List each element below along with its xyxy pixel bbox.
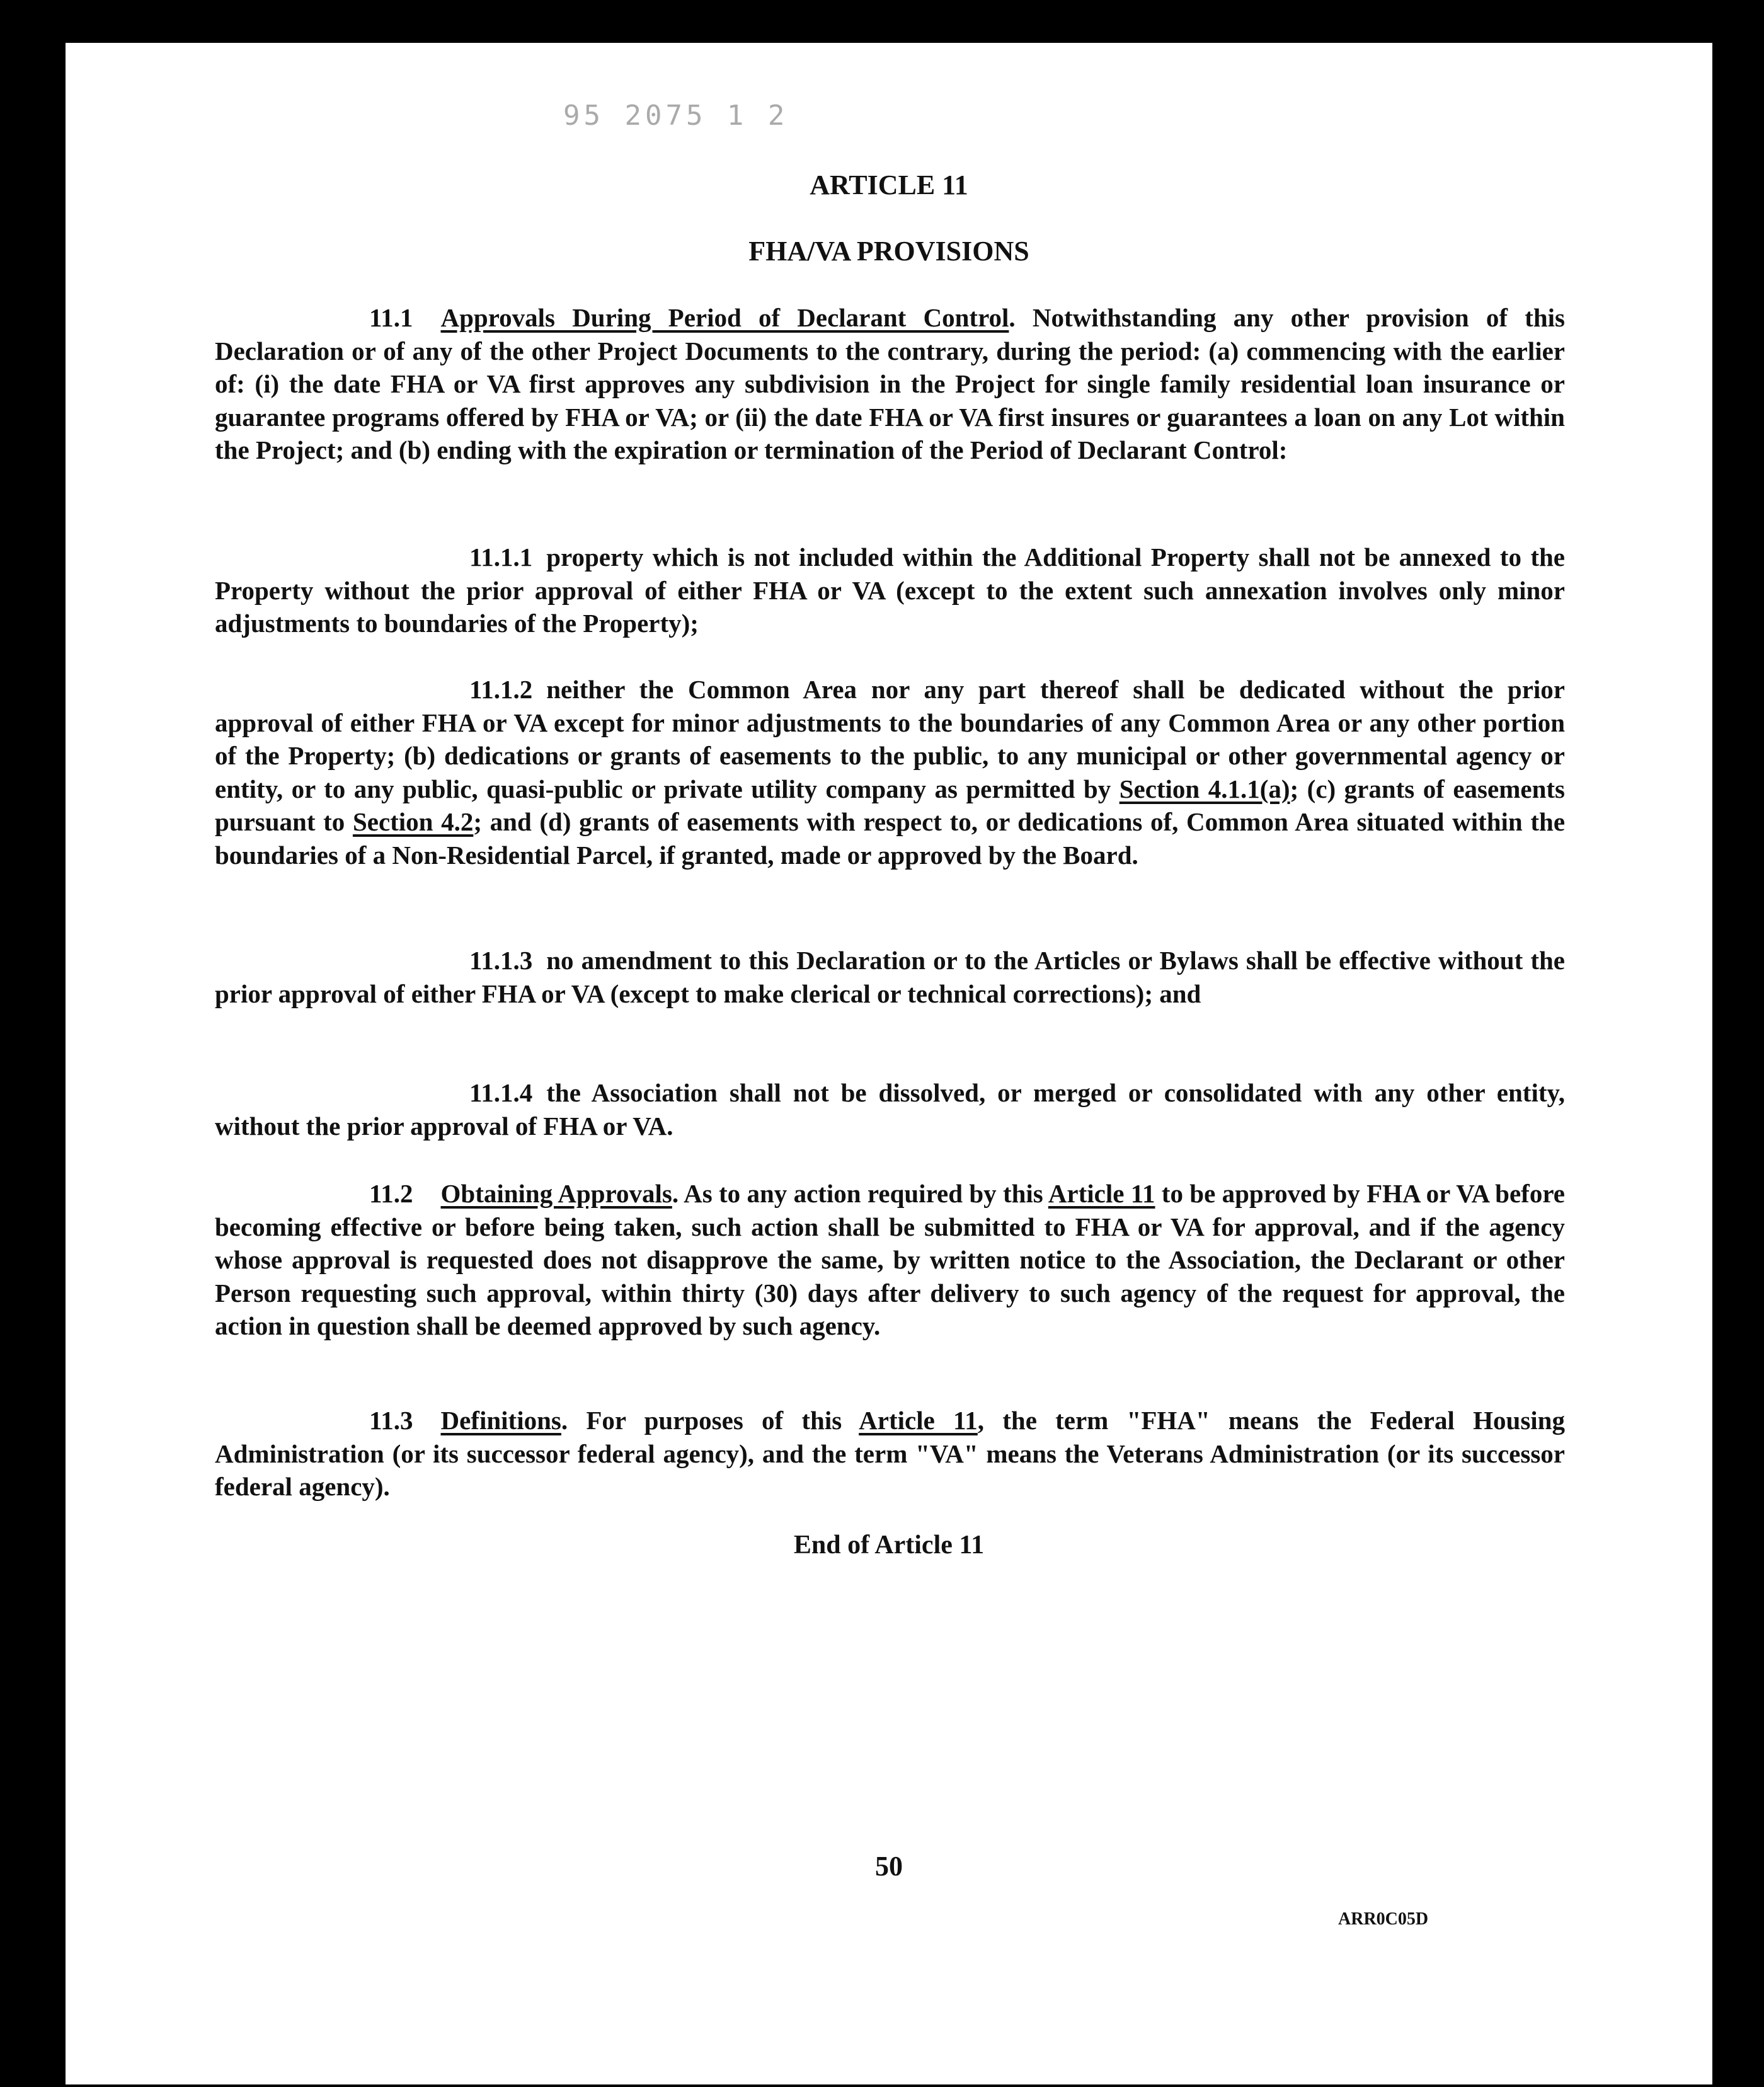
section-number: 11.1 (369, 303, 413, 332)
section-11-1-4 (215, 1076, 1565, 1142)
section-11-1 (215, 301, 1565, 467)
page-number: 50 (875, 1851, 903, 1882)
section-number: 11.1.1 (469, 543, 533, 572)
section-11-1-2 (215, 673, 1565, 871)
section-body: the Association shall not be dissolved, or merged or consolidated with any other entity, without the prior approval of FHA or VA. (215, 1078, 1565, 1141)
section-number: 11.1.2 (469, 675, 533, 704)
section-number: 11.1.4 (469, 1078, 533, 1107)
section-body: . For purposes of this (561, 1406, 859, 1435)
section-body: neither the Common Area nor any part thereof shall be dedicated without the prior approval of either FHA or VA except for minor adjustments to the boundaries of any Common Area or any other portion of the Property; (b) dedications or grants of easements to the public, to any municipal or other governmental agency or entity, or to any public, quasi-public or private utility company as permitted by (215, 675, 1565, 803)
section-body: to be approved by FHA or VA before becoming effective or before being taken, such action shall be submitted to FHA or VA for approval, and if the agency whose approval is requested does not disapprove the same, by written notice to the Association, the Declarant or other Person requesting such approval, within thirty (30) days after delivery to such agency of the request for approval, the action in question shall be deemed approved by such agency. (215, 1179, 1565, 1340)
section-reference: Article 11 (1048, 1179, 1155, 1208)
section-reference: Section 4.2 (352, 807, 474, 836)
document-code: ARR0C05D (1338, 1909, 1429, 1929)
document-page (66, 43, 1712, 2084)
section-number: 11.1.3 (469, 946, 533, 975)
section-body: no amendment to this Declaration or to the Articles or Bylaws shall be effective without the prior approval of either FHA or VA (except to make clerical or technical corrections); and (215, 946, 1565, 1008)
section-body: , the term "FHA" means the Federal Housing Administration (or its successor federal agency), and the term "VA" means the Veterans Administration (or its successor federal agency). (215, 1406, 1565, 1501)
article-title: ARTICLE 11 (810, 170, 968, 200)
section-heading: Definitions (440, 1406, 561, 1435)
end-of-article: End of Article 11 (793, 1531, 985, 1560)
section-body: property which is not included within the Additional Property shall not be annexed to the Property without the prior approval of either FHA or VA (except to the extent such annexation involves only minor adjustments to boundaries of the Property); (215, 543, 1565, 638)
section-11-3 (215, 1404, 1565, 1503)
section-body: . As to any action required by this (672, 1179, 1048, 1208)
section-number: 11.3 (369, 1406, 413, 1435)
section-reference: Section 4.1.1(a) (1119, 774, 1290, 803)
section-body: . Notwithstanding any other provision of this Declaration or of any of the other Project Documents to the contrary, during the period: (a) commencing with the earlier of: (i) the date FHA or VA first approves any subdivision in the Project for single family residential loan insurance or guarantee programs offered by FHA or VA; or (ii) the date FHA or VA first insures or guarantees a loan on any Lot within the Project; and (b) ending with the expiration or termination of the Period of Declarant Control: (215, 303, 1565, 464)
section-11-1-3 (215, 944, 1565, 1010)
section-body: ; and (d) grants of easements with respect to, or dedications of, Common Area situated within the boundaries of a Non-Residential Parcel, if granted, made or approved by the Board. (215, 807, 1566, 870)
section-11-2 (215, 1177, 1565, 1343)
section-reference: Article 11 (859, 1406, 978, 1435)
section-heading: Obtaining Approvals (440, 1179, 672, 1208)
section-heading: Approvals During Period of Declarant Control (440, 303, 1009, 332)
section-number: 11.2 (369, 1179, 413, 1208)
faded-stamp: 95 2075 1 2 (563, 100, 789, 132)
article-subtitle: FHA/VA PROVISIONS (748, 236, 1029, 267)
section-11-1-1 (215, 541, 1565, 640)
section-body: ; (c) grants of easements pursuant to (215, 774, 1565, 836)
